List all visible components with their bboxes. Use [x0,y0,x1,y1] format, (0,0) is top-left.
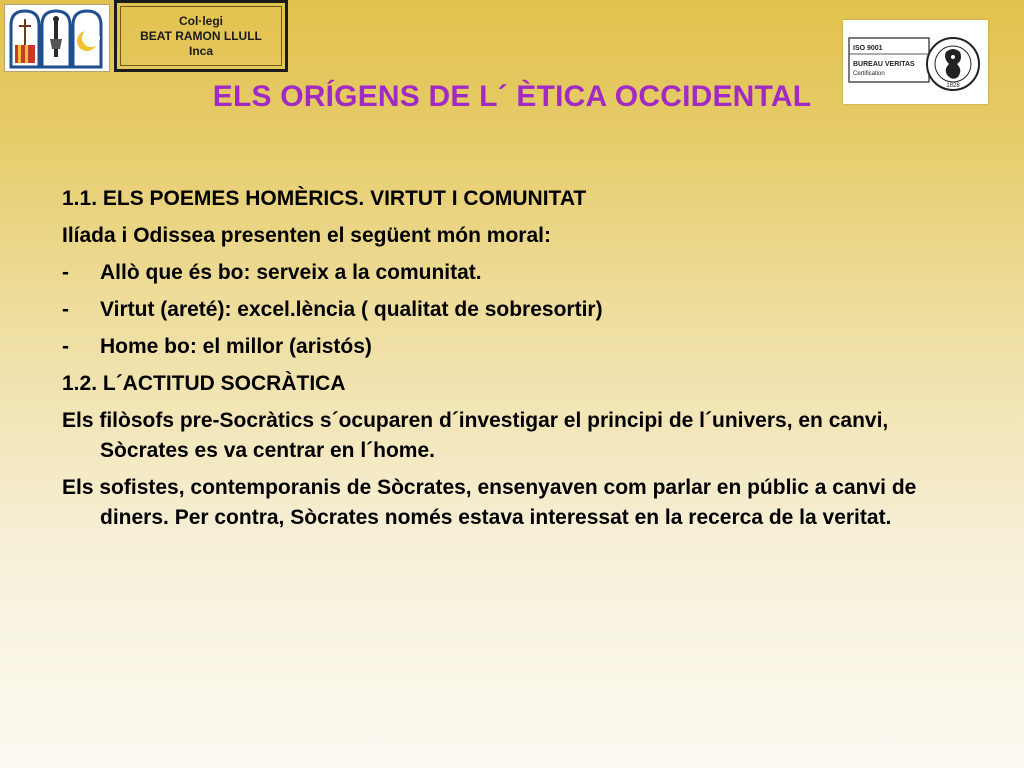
school-crest-icon [4,4,110,72]
bullet-text: Allò que és bo: serveix a la comunitat. [100,261,482,284]
bullet-dash: - [62,335,69,358]
school-name-line1: Col·legi [179,13,223,28]
bullet-item [62,295,972,325]
paragraph-presocratics: Els filòsofs pre-Socràtics s´ocuparen d´investigar el principi de l´univers, en canvi, Sòcrates es va centrar en l´home. [62,409,889,462]
intro-text: Ilíada i Odissea presenten el següent món moral: [62,224,551,247]
slide-title: ELS ORÍGENS DE L´ ÈTICA OCCIDENTAL [212,80,812,113]
paragraph-sophists: Els sofistes, contemporanis de Sòcrates, ensenyaven com parlar en públic a canvi de diners. Per contra, Sòcrates només estava interessat en la recerca de la veritat. [62,476,917,529]
cert-sub-label: Certification [853,71,885,77]
cert-name-label: BUREAU VERITAS [853,61,915,68]
bullet-item [62,258,972,288]
bullet-item [62,332,972,362]
bullet-text: Virtut (areté): excel.lència ( qualitat de sobresortir) [100,298,603,321]
cert-year-label: 1828 [946,83,960,89]
school-name-line2: BEAT RAMON LLULL [140,28,262,43]
school-name-box [114,0,288,72]
school-name-line3: Inca [188,43,213,58]
section-heading-2: 1.2. L´ACTITUD SOCRÀTICA [62,372,346,395]
cert-iso-label: ISO 9001 [853,45,883,52]
bullet-dash: - [62,298,69,321]
section-heading-1: 1.1. ELS POEMES HOMÈRICS. VIRTUT I COMUNITAT [62,187,587,210]
slide-content [62,184,972,540]
bullet-dash: - [62,261,69,284]
bullet-text: Home bo: el millor (aristós) [100,335,372,358]
